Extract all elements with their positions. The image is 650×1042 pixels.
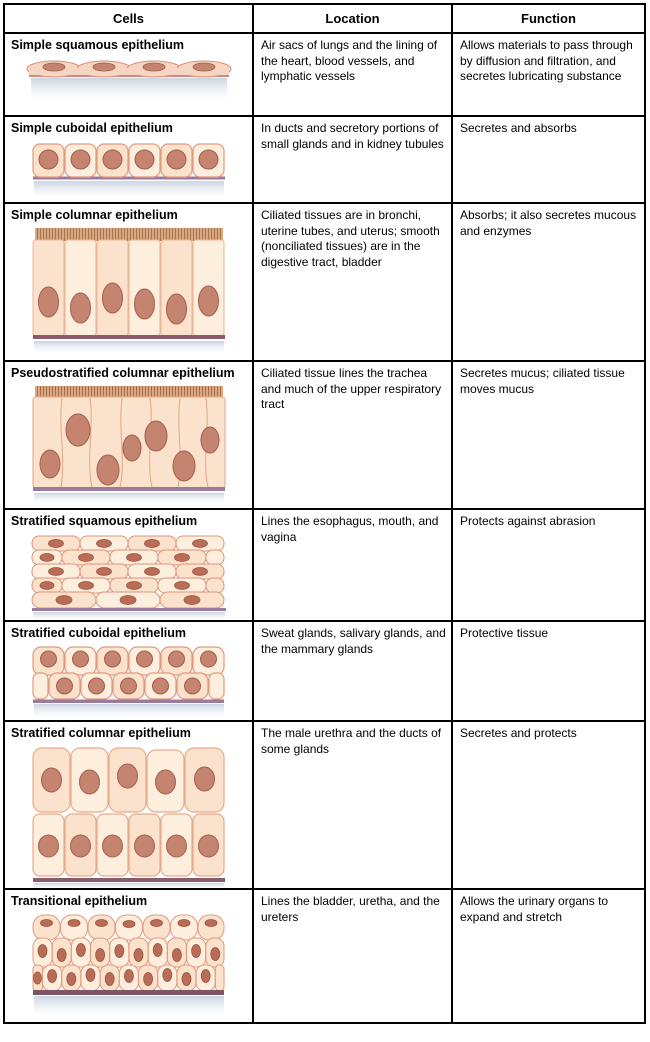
- tissue-name: Transitional epithelium: [11, 894, 148, 908]
- location-text: Ciliated tissue lines the trachea and much of the upper respiratory tract: [261, 366, 442, 411]
- cells-cell: [5, 204, 254, 360]
- cells-cell: [5, 117, 254, 202]
- tissue-name: Pseudostratified columnar epithelium: [11, 366, 235, 380]
- cells-cell: [5, 890, 254, 1022]
- location-cell: [254, 117, 453, 202]
- tissue-name: Simple columnar epithelium: [11, 208, 178, 222]
- location-text: Sweat glands, salivary glands, and the mammary glands: [261, 626, 446, 656]
- header-cells: Cells: [5, 5, 254, 32]
- stratified-columnar-illustration: [24, 742, 234, 888]
- header-function: Function: [521, 11, 576, 26]
- function-text: Protects against abrasion: [460, 514, 596, 528]
- function-text: Secretes and absorbs: [460, 121, 577, 135]
- location-text: In ducts and secretory portions of small glands and in kidney tubules: [261, 121, 444, 151]
- simple-cuboidal-illustration: [24, 137, 234, 202]
- function-cell: [453, 117, 644, 202]
- function-text: Absorbs; it also secretes mucous and enzymes: [460, 208, 637, 238]
- table-row: [5, 508, 644, 620]
- location-text: Ciliated tissues are in bronchi, uterine tubes, and uterus; smooth (nonciliated tissues) are in the digestive tract, bladder: [261, 208, 440, 269]
- function-cell: [453, 362, 644, 508]
- location-text: Air sacs of lungs and the lining of the heart, blood vessels, and lymphatic vessels: [261, 38, 438, 83]
- function-text: Protective tissue: [460, 626, 549, 640]
- table-row: [5, 202, 644, 360]
- location-cell: [254, 34, 453, 115]
- location-cell: [254, 722, 453, 888]
- transitional-illustration: [24, 910, 234, 1022]
- function-cell: [453, 510, 644, 620]
- simple-columnar-illustration: [24, 224, 234, 356]
- location-cell: [254, 622, 453, 720]
- stratified-squamous-illustration: [24, 530, 234, 620]
- function-cell: [453, 34, 644, 115]
- table-header-row: [5, 5, 644, 32]
- function-text: Secretes and protects: [460, 726, 577, 740]
- cells-cell: [5, 34, 254, 115]
- tissue-name: Simple cuboidal epithelium: [11, 121, 173, 135]
- table-row: [5, 720, 644, 888]
- cells-cell: [5, 510, 254, 620]
- header-location: Location: [254, 5, 453, 32]
- tissue-name: Stratified cuboidal epithelium: [11, 626, 187, 640]
- cells-cell: [5, 722, 254, 888]
- function-cell: [453, 890, 644, 1022]
- tissue-name: Stratified columnar epithelium: [11, 726, 191, 740]
- location-text: Lines the bladder, uretha, and the ureters: [261, 894, 440, 924]
- location-cell: [254, 204, 453, 360]
- stratified-cuboidal-illustration: [24, 642, 234, 720]
- table-row: [5, 32, 644, 115]
- location-text: Lines the esophagus, mouth, and vagina: [261, 514, 439, 544]
- simple-squamous-illustration: [24, 54, 234, 110]
- location-cell: [254, 510, 453, 620]
- function-text: Secretes mucus; ciliated tissue moves mucus: [460, 366, 625, 396]
- location-text: The male urethra and the ducts of some glands: [261, 726, 442, 756]
- tissue-name: Stratified squamous epithelium: [11, 514, 198, 528]
- cells-cell: [5, 622, 254, 720]
- function-cell: [453, 722, 644, 888]
- table-row: [5, 620, 644, 720]
- table-row: [5, 360, 644, 508]
- epithelium-table: [3, 3, 646, 1024]
- table-row: [5, 888, 644, 1022]
- location-cell: [254, 362, 453, 508]
- function-cell: [453, 622, 644, 720]
- tissue-name: Simple squamous epithelium: [11, 38, 184, 52]
- location-cell: [254, 890, 453, 1022]
- table-row: [5, 115, 644, 202]
- function-text: Allows materials to pass through by diffusion and filtration, and secretes lubricating substance: [460, 38, 633, 83]
- function-text: Allows the urinary organs to expand and stretch: [460, 894, 609, 924]
- pseudostratified-columnar-illustration: [24, 382, 234, 504]
- cells-cell: [5, 362, 254, 508]
- function-cell: [453, 204, 644, 360]
